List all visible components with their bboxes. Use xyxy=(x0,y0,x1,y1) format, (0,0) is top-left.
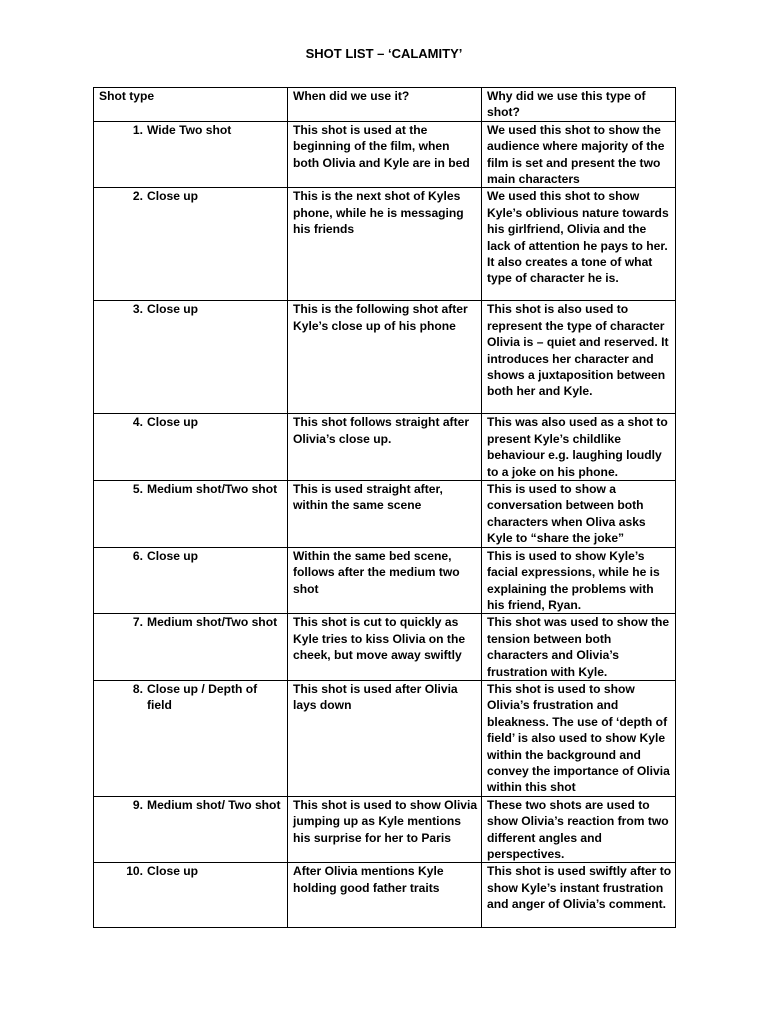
table-header-row xyxy=(94,88,676,122)
shot-type-cell xyxy=(94,547,288,614)
shot-type-label: Medium shot/ Two shot xyxy=(147,797,281,812)
header-when: When did we use it? xyxy=(288,88,482,122)
table-row xyxy=(94,301,676,414)
shot-type-cell xyxy=(94,481,288,548)
shot-type-label: Wide Two shot xyxy=(147,122,232,137)
shot-number: 8. xyxy=(132,681,143,696)
shot-number: 4. xyxy=(132,415,143,430)
when-cell: This shot is used after Olivia lays down xyxy=(288,680,482,796)
why-cell: This is used to show Kyle’s facial expressions, while he is explaining the problems with his friend, Ryan. xyxy=(482,547,676,614)
page-title: SHOT LIST – ‘CALAMITY’ xyxy=(305,46,463,61)
when-cell: This shot is cut to quickly as Kyle tries to kiss Olivia on the cheek, but move away swiftly xyxy=(288,614,482,681)
table-row xyxy=(94,121,676,188)
table-row xyxy=(94,796,676,863)
shot-type-cell xyxy=(94,680,288,796)
shot-type-cell xyxy=(94,301,288,414)
shot-type-label: Close up xyxy=(147,864,199,879)
shot-type-label: Close up xyxy=(147,302,199,317)
shot-type-label: Close up xyxy=(147,189,199,204)
table-row xyxy=(94,614,676,681)
shot-number: 3. xyxy=(132,302,143,317)
shot-number: 7. xyxy=(132,615,143,630)
shot-number: 5. xyxy=(132,482,143,497)
shot-type-label: Close up xyxy=(147,415,199,430)
when-cell: This shot is used at the beginning of the film, when both Olivia and Kyle are in bed xyxy=(288,121,482,188)
shot-type-label: Medium shot/Two shot xyxy=(147,482,278,497)
shot-number: 2. xyxy=(132,189,143,204)
why-cell: This shot is used swiftly after to show Kyle’s instant frustration and anger of Olivia’s comment. xyxy=(482,863,676,928)
when-cell: Within the same bed scene, follows after the medium two shot xyxy=(288,547,482,614)
shot-type-cell xyxy=(94,614,288,681)
shot-number: 9. xyxy=(132,797,143,812)
why-cell: We used this shot to show the audience where majority of the film is set and present the two main characters xyxy=(482,121,676,188)
why-cell: This is used to show a conversation between both characters when Oliva asks Kyle to “share the joke” xyxy=(482,481,676,548)
header-why: Why did we use this type of shot? xyxy=(482,88,676,122)
when-cell: This shot follows straight after Olivia’s close up. xyxy=(288,414,482,481)
when-cell: This is used straight after, within the same scene xyxy=(288,481,482,548)
table-row xyxy=(94,188,676,301)
table-row xyxy=(94,680,676,796)
shot-type-label: Medium shot/Two shot xyxy=(147,615,278,630)
header-shot-type: Shot type xyxy=(94,88,288,122)
shot-type-label: Close up xyxy=(147,548,199,563)
why-cell: We used this shot to show Kyle’s oblivious nature towards his girlfriend, Olivia and the lack of attention he pays to her. It also creates a tone of what type of character he is. xyxy=(482,188,676,301)
when-cell: This is the following shot after Kyle’s close up of his phone xyxy=(288,301,482,414)
when-cell: This shot is used to show Olivia jumping up as Kyle mentions his surprise for her to Paris xyxy=(288,796,482,863)
table-row xyxy=(94,863,676,928)
why-cell: This shot is used to show Olivia’s frustration and bleakness. The use of ‘depth of field’ is also used to show Kyle within the background and convey the importance of Olivia within this shot xyxy=(482,680,676,796)
shot-type-cell xyxy=(94,863,288,928)
shot-number: 1. xyxy=(132,122,143,137)
table-row xyxy=(94,414,676,481)
shot-type-cell xyxy=(94,414,288,481)
why-cell: This shot was used to show the tension between both characters and Olivia’s frustration with Kyle. xyxy=(482,614,676,681)
why-cell: These two shots are used to show Olivia’s reaction from two different angles and perspectives. xyxy=(482,796,676,863)
table-row xyxy=(94,481,676,548)
shot-type-cell xyxy=(94,121,288,188)
shot-list-table xyxy=(93,87,676,928)
why-cell: This shot is also used to represent the type of character Olivia is – quiet and reserved. It introduces her character and shows a juxtaposition between both her and Kyle. xyxy=(482,301,676,414)
table-row xyxy=(94,547,676,614)
shot-type-cell xyxy=(94,188,288,301)
why-cell: This was also used as a shot to present Kyle’s childlike behaviour e.g. laughing loudly to a joke on his phone. xyxy=(482,414,676,481)
when-cell: After Olivia mentions Kyle holding good father traits xyxy=(288,863,482,928)
shot-type-cell xyxy=(94,796,288,863)
when-cell: This is the next shot of Kyles phone, while he is messaging his friends xyxy=(288,188,482,301)
shot-number: 10. xyxy=(126,864,143,879)
shot-type-label: Close up / Depth of field xyxy=(147,681,258,713)
shot-number: 6. xyxy=(132,548,143,563)
